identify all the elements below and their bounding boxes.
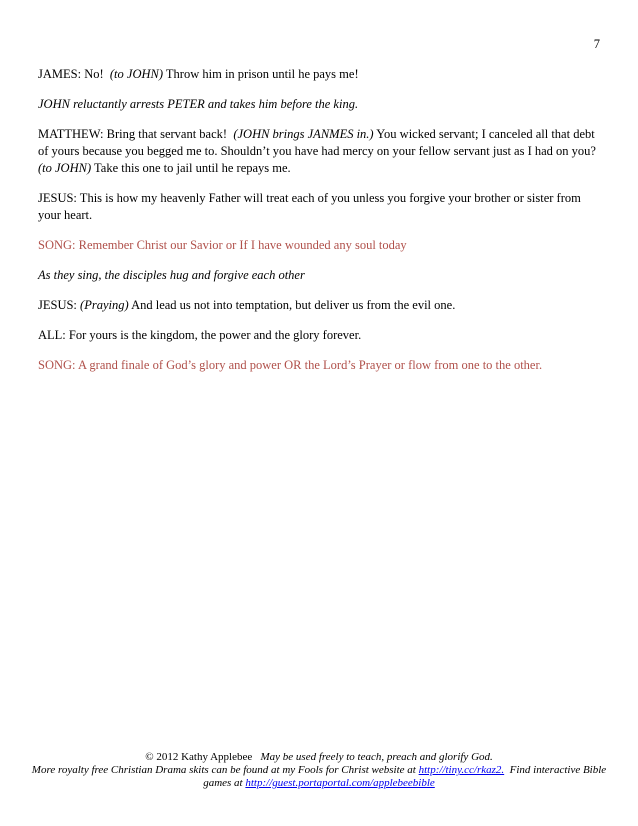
- all-line: ALL: For yours is the kingdom, the power and the glory forever.: [38, 328, 362, 342]
- john-stage-direction: JOHN reluctantly arrests PETER and takes him before the king.: [38, 97, 359, 111]
- jesus-speaker: JESUS:: [38, 298, 77, 312]
- bible-games-link[interactable]: http://guest.portaportal.com/applebeebible: [245, 777, 435, 789]
- page-number: 7: [593, 37, 600, 51]
- song-cue-2: SONG: A grand finale of God’s glory and power OR the Lord’s Prayer or flow from one to the other.: [38, 358, 543, 372]
- find-games-text: Find interactive Bible games at: [203, 764, 607, 789]
- matthew-line: [38, 126, 604, 177]
- james-stage-direction: (to JOHN): [109, 67, 164, 81]
- matthew-text-1: You wicked servant; I canceled all that debt of yours because you begged me to. Shouldn’t you have had mercy on your fellow servant just as I had on you?: [38, 127, 596, 158]
- disciples-stage-direction: As they sing, the disciples hug and forgive each other: [38, 268, 305, 282]
- jesus-stage-direction: (Praying): [80, 298, 129, 312]
- song-cue-1: SONG: Remember Christ our Savior or If I have wounded any soul today: [38, 238, 407, 252]
- james-speaker: JAMES: No!: [38, 67, 104, 81]
- jesus-text: And lead us not into temptation, but deliver us from the evil one.: [131, 298, 456, 312]
- license-note: May be used freely to teach, preach and glorify God.: [260, 751, 493, 763]
- footer-line-2: [30, 764, 608, 790]
- page-footer: [30, 751, 608, 790]
- james-text: Throw him in prison until he pays me!: [165, 67, 359, 81]
- copyright: © 2012 Kathy Applebee: [145, 751, 253, 763]
- jesus-line-1: JESUS: This is how my heavenly Father will treat each of you unless you forgive your brother or sister from your heart.: [38, 191, 581, 222]
- james-line: [38, 66, 604, 83]
- script-content: [38, 66, 604, 387]
- footer-line-1: [30, 751, 608, 764]
- matthew-text-2: Take this one to jail until he repays me.: [94, 161, 291, 175]
- more-skits-text: More royalty free Christian Drama skits can be found at my Fools for Christ website at: [31, 764, 416, 776]
- matthew-stage-direction-1: (JOHN brings JANMES in.): [233, 127, 374, 141]
- matthew-speaker: MATTHEW: Bring that servant back!: [38, 127, 228, 141]
- fools-for-christ-link[interactable]: http://tiny.cc/rkaz2.: [418, 764, 505, 776]
- matthew-stage-direction-2: (to JOHN): [38, 161, 92, 175]
- jesus-line-2: [38, 297, 604, 314]
